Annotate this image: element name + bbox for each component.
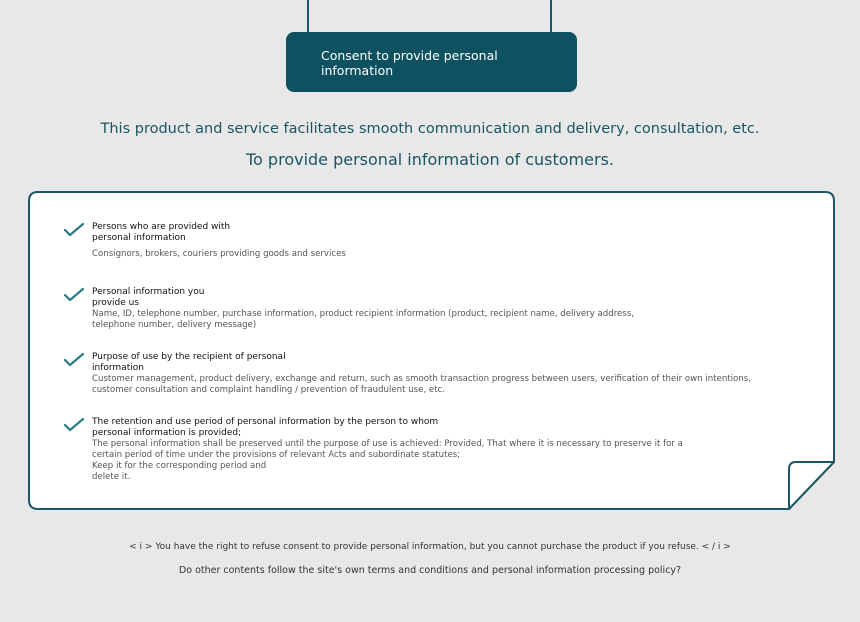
policy-question: Do other contents follow the site's own terms and conditions and personal information processing policy? [178, 565, 682, 576]
item-description-line: Name, ID, telephone number, purchase information, product recipient information (product, recipient name, delivery address, [92, 309, 635, 319]
check-icon [64, 222, 84, 238]
consent-title-line-1: Consent to provide personal [321, 48, 498, 63]
item-description [92, 439, 683, 483]
consent-item-retention-period [64, 417, 744, 487]
item-title-line: Persons who are provided with [92, 222, 231, 232]
item-description [92, 249, 346, 260]
intro-text-2: To provide personal information of customers. [246, 150, 614, 169]
item-description [92, 374, 751, 396]
item-title [92, 287, 204, 309]
refusal-notice: < i > You have the right to refuse consent to provide personal information, but you cannot purchase the product if you refuse. < / i > [129, 542, 731, 552]
item-title-line: Purpose of use by the recipient of personal [92, 352, 286, 362]
item-description-line: Customer management, product delivery, exchange and return, such as smooth transaction progress between users, verification of their own intentions, [92, 374, 751, 384]
consent-title-tag [286, 32, 577, 92]
check-icon [64, 352, 84, 368]
item-title [92, 352, 286, 374]
hanger-lines [307, 0, 552, 33]
item-description-line: delete it. [92, 472, 131, 482]
item-title-line: The retention and use period of personal information by the person to whom [92, 417, 439, 427]
item-title-line: personal information is provided; [92, 428, 242, 438]
item-description [92, 309, 634, 331]
item-description-line: Consignors, brokers, couriers providing goods and services [92, 249, 346, 259]
item-description-line: The personal information shall be preserved until the purpose of use is achieved: Provided, That where it is necessary to preserve it for a [92, 439, 683, 449]
item-description-line: Keep it for the corresponding period and [92, 461, 267, 471]
item-title-line: provide us [92, 298, 140, 308]
item-title-line: personal information [92, 233, 186, 243]
consent-item-info-provided [64, 287, 744, 332]
item-description-line: customer consultation and complaint handling / prevention of fraudulent use, etc. [92, 385, 446, 395]
consent-item-recipients [64, 222, 744, 262]
consent-title-line-2: information [321, 63, 394, 78]
consent-item-purpose [64, 352, 754, 397]
check-icon [64, 287, 84, 303]
item-title-line: information [92, 363, 144, 373]
check-icon [64, 417, 84, 433]
folded-corner [789, 462, 834, 509]
item-description-line: certain period of time under the provisions of relevant Acts and subordinate statutes; [92, 450, 461, 460]
item-title-line: Personal information you [92, 287, 205, 297]
item-title [92, 417, 438, 439]
intro-text-1: This product and service facilitates smooth communication and delivery, consultation, etc. [100, 121, 760, 137]
item-title [92, 222, 230, 244]
item-description-line: telephone number, delivery message) [92, 320, 257, 330]
